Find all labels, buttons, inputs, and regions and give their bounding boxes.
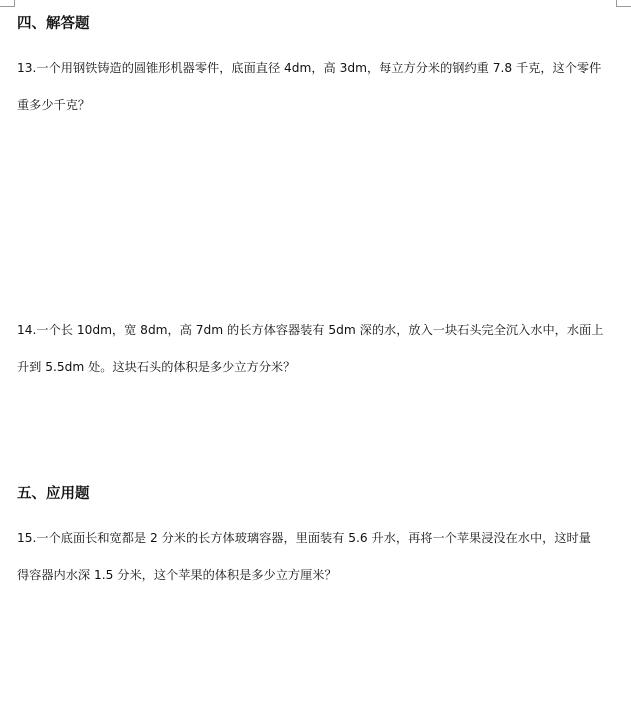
question-15-line-1: 15.一个底面长和宽都是 2 分米的长方体玻璃容器，里面装有 5.6 升水，再将一个苹果浸没在水中，这时量	[17, 531, 591, 545]
page-corner-mark-left	[0, 0, 15, 7]
section-heading-answer: 四、解答题	[17, 16, 90, 32]
question-13-line-2: 重多少千克？	[17, 98, 91, 112]
section-heading-application: 五、应用题	[17, 486, 90, 502]
question-15-line-2: 得容器内水深 1.5 分米，这个苹果的体积是多少立方厘米？	[17, 568, 337, 582]
question-14	[17, 312, 607, 386]
question-14-line-2: 升到 5.5dm 处。这块石头的体积是多少立方分米？	[17, 360, 296, 374]
page-corner-mark-right	[616, 0, 631, 7]
question-13	[17, 50, 607, 124]
question-14-line-1: 14.一个长 10dm，宽 8dm，高 7dm 的长方体容器装有 5dm 深的水，放入一块石头完全沉入水中，水面上	[17, 323, 604, 337]
question-13-line-1: 13.一个用钢铁铸造的圆锥形机器零件，底面直径 4dm，高 3dm，每立方分米的钢约重 7.8 千克，这个零件	[17, 61, 602, 75]
question-15	[17, 520, 607, 594]
